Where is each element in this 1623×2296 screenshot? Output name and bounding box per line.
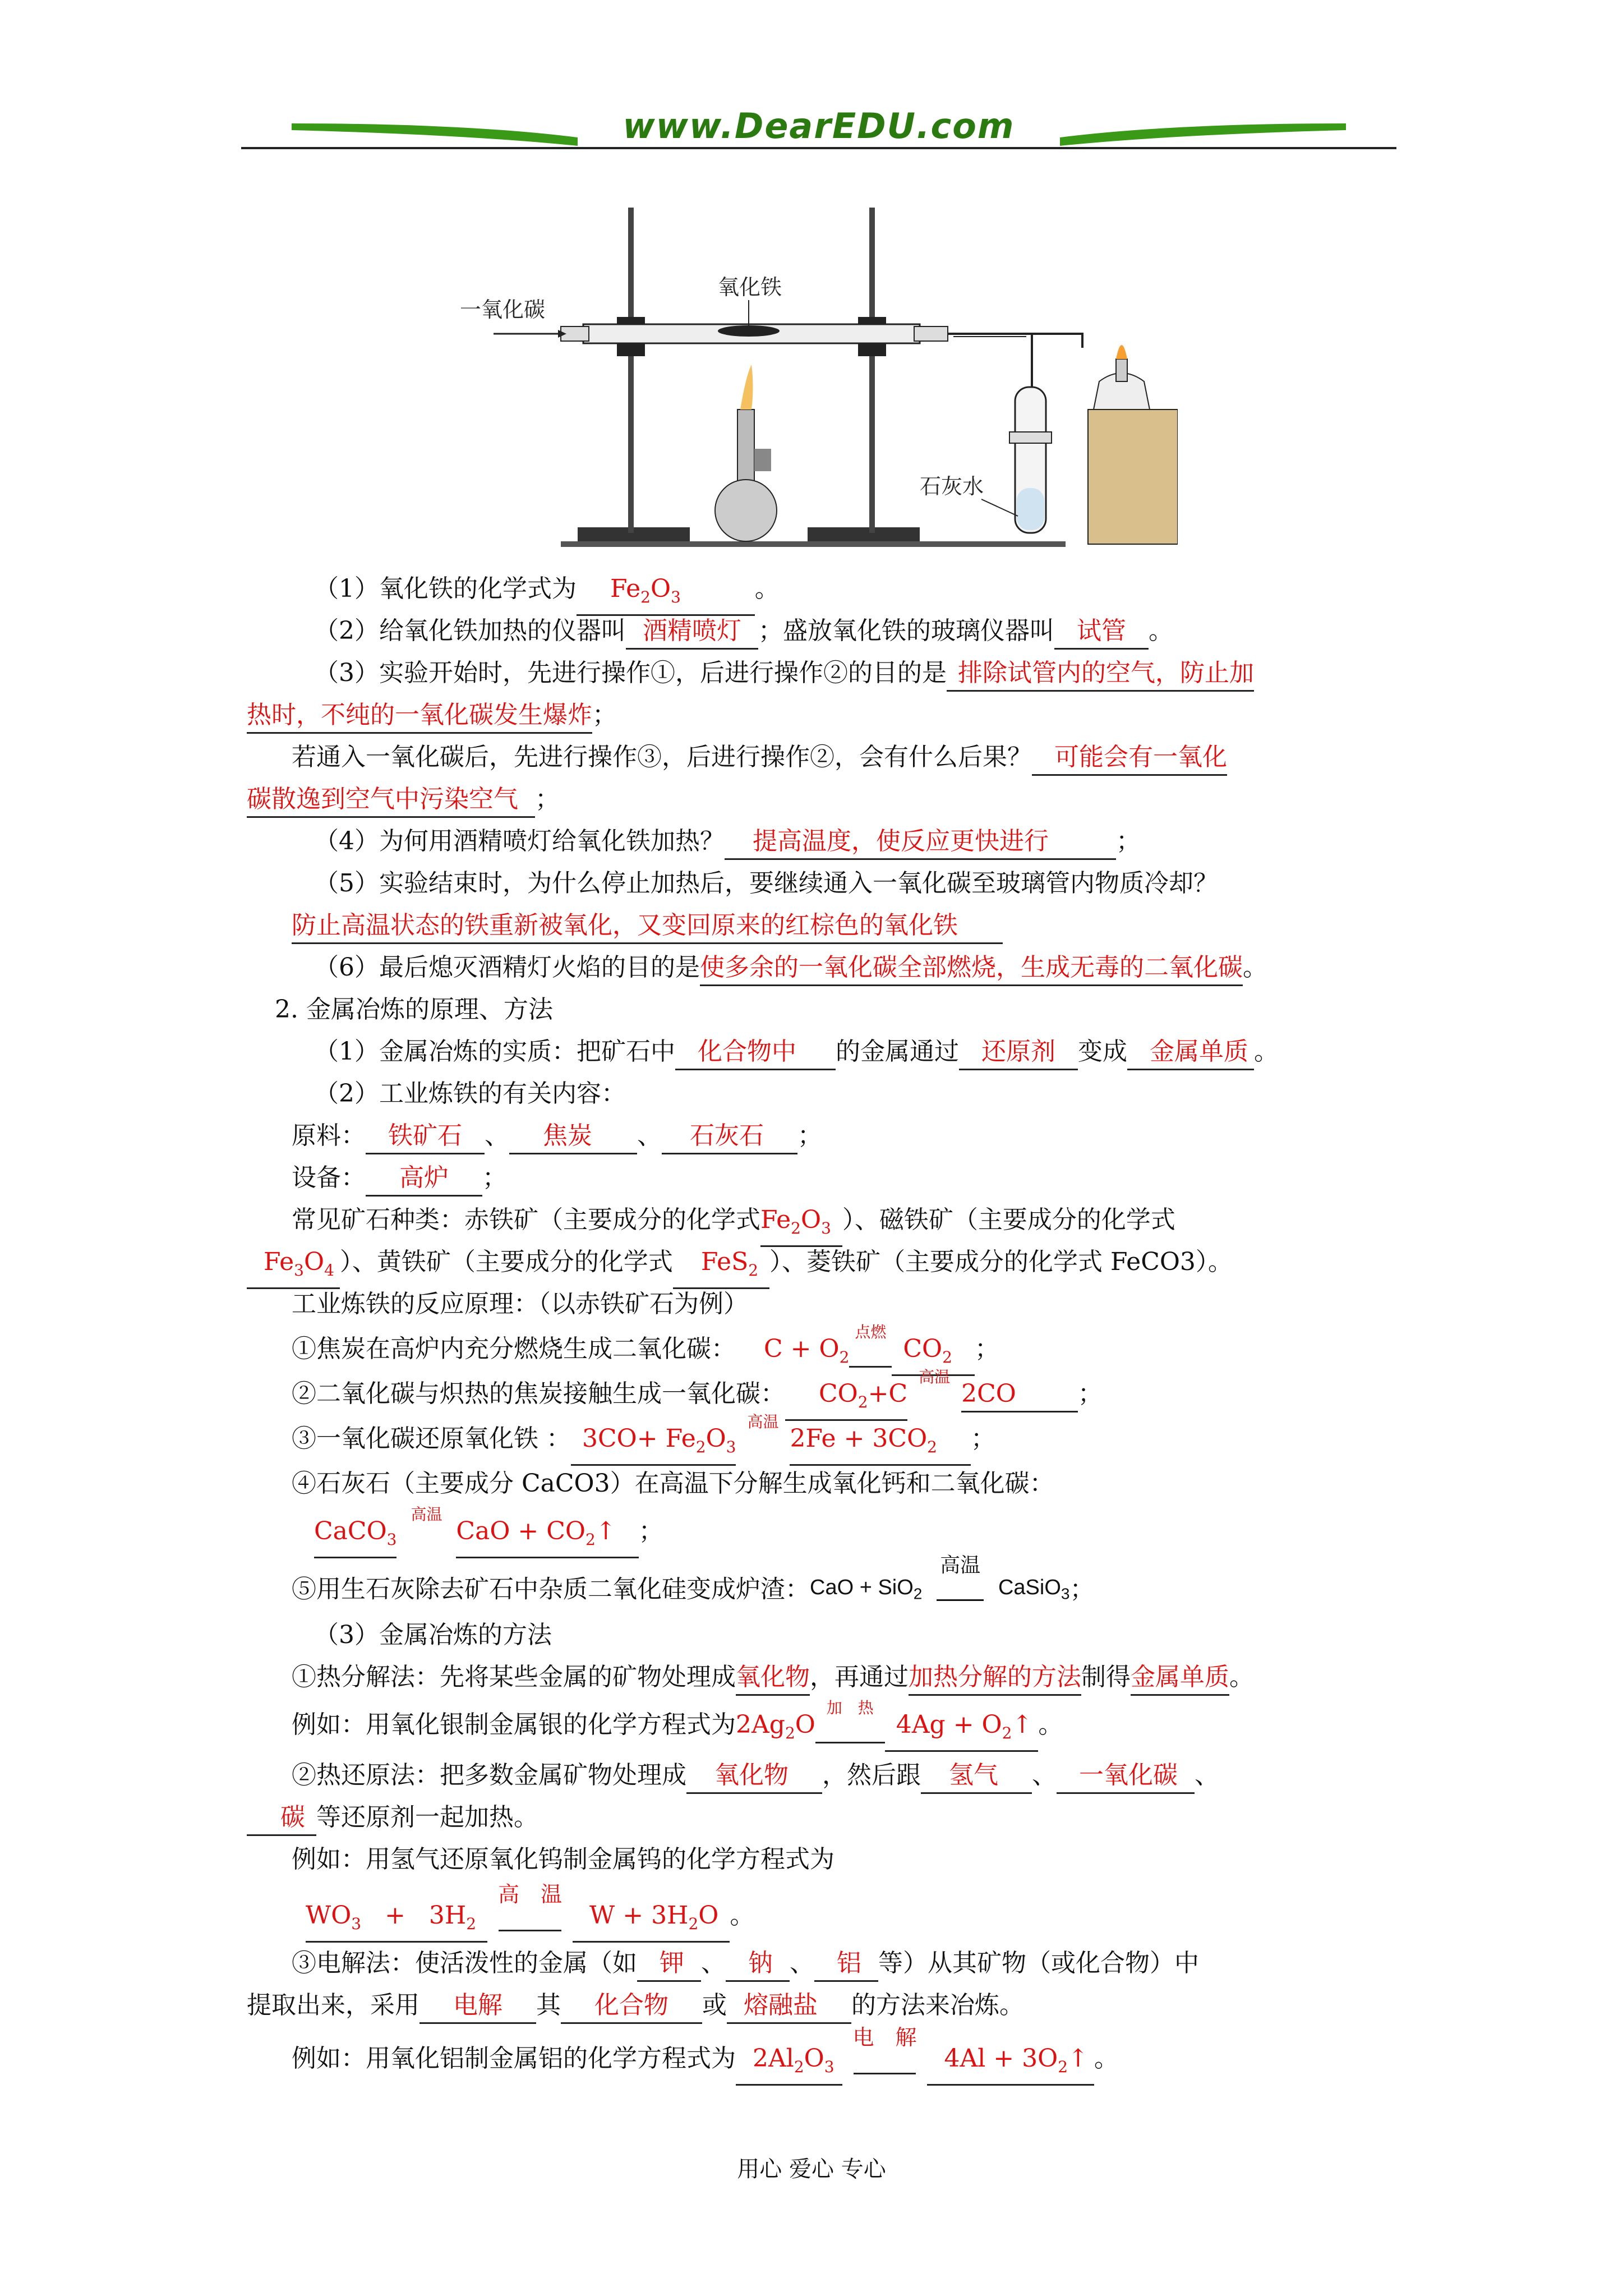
- q4-line: （4）为何用酒精喷灯给氧化铁加热？ 提高温度，使反应更快进行 ；: [314, 825, 1141, 860]
- equipment-line: 设备： 高炉 ；: [292, 1161, 507, 1197]
- q6-line: （6）最后熄灭酒精灯火焰的目的是使多余的一氧化碳全部燃烧，生成无毒的二氧化碳。: [314, 951, 1267, 986]
- method2-line2: 碳 等还原剂一起加热。: [247, 1801, 538, 1836]
- method3-line1: ③电解法：使活泼性的金属（如 钾 、 钠 、 铝 等）从其矿物（或化合物）中: [292, 1947, 1199, 1982]
- reaction3-line: ③一氧化碳还原氧化铁 ： $3CO+ Fe_2O_3$ 高温 $2Fe + 3CO_2$ ；: [292, 1422, 995, 1466]
- method2-line1: ②热还原法：把多数金属矿物处理成 氧化物 ，然后跟 氢气 、 一氧化碳 、: [292, 1759, 1219, 1794]
- q2-answer2: 试管: [1054, 614, 1149, 650]
- method1-example-line: 例如：用氧化银制金属银的化学方程式为$2Ag_2O$ 加 热 $4Ag + O_2↑$ 。: [292, 1708, 1063, 1752]
- p3-line: （3）金属冶炼的方法: [314, 1621, 552, 1649]
- fe2o3-label: 氧化铁: [718, 275, 782, 300]
- reaction4-line1: ④石灰石（主要成分 CaCO3）在高温下分解生成氧化钙和二氧化碳：: [292, 1469, 1054, 1498]
- page-footer: 用心 爱心 专心: [737, 2156, 886, 2182]
- section2-title: 2. 金属冶炼的原理、方法: [275, 995, 553, 1024]
- method2-example-line1: 例如：用氢气还原氧化钨制金属钨的化学方程式为: [292, 1845, 834, 1874]
- q5-line2: [292, 909, 1003, 944]
- q1-line: （1）氧化铁的化学式为 $Fe_2O_3$ 。: [314, 572, 780, 616]
- method1-line: ①热分解法：先将某些金属的矿物处理成氧化物，再通过加热分解的方法制得金属单质。: [292, 1660, 1254, 1696]
- method3-example-line: 例如：用氧化铝制金属铝的化学方程式为 $2Al_2O_3$ 电 解 $4Al + 3O_2↑$ 。: [292, 2042, 1119, 2086]
- q3-line2: 热时，不纯的一氧化碳发生爆炸；: [247, 698, 617, 734]
- q3b-answer1: 可能会有一氧化: [1032, 740, 1227, 776]
- reaction1-line: ①焦炭在高炉内充分燃烧生成二氧化碳： $C + O_2$ 点燃 $CO_2$ ；: [292, 1332, 999, 1376]
- q5-line1: （5）实验结束时，为什么停止加热后，要继续通入一氧化碳至玻璃管内物质冷却？: [314, 869, 1218, 898]
- reaction4-line2: CaCO$_3$ 高温 CaO + $CO_2↑$ ；: [314, 1515, 663, 1558]
- ores-line2: $Fe_3O_4$ ）、黄铁矿（主要成分的化学式 FeS$_2$ ）、菱铁矿（主要成分的化学式 FeCO3）。: [247, 1245, 1233, 1289]
- p1-line: （1）金属冶炼的实质：把矿石中 化合物中 的金属通过 还原剂 变成 金属单质 。: [314, 1035, 1279, 1070]
- q2-answer1: 酒精喷灯: [626, 614, 758, 650]
- reaction2-line: ②二氧化碳与炽热的焦炭接触生成一氧化碳： $CO_2+C$ 高温 2CO ；: [292, 1377, 1103, 1421]
- method2-example-line2: $WO_3 + 3H_2$ 高 温 $W + 3H_2O$ 。: [306, 1899, 754, 1943]
- co-label: 一氧化碳: [460, 297, 546, 322]
- q3b-answer2: 碳散逸到空气中污染空气: [247, 783, 535, 818]
- q5-answer: 防止高温状态的铁重新被氧化，又变回原来的红棕色的氧化铁: [292, 909, 1003, 944]
- raw-materials-line: 原料： 铁矿石 、 焦炭 、 石灰石 ；: [292, 1119, 822, 1154]
- q4-answer: 提高温度，使反应更快进行: [725, 825, 1116, 860]
- header-rule: [241, 147, 1396, 149]
- q2-line: （2）给氧化铁加热的仪器叫 酒精喷灯 ；盛放氧化铁的玻璃仪器叫 试管 。: [314, 614, 1173, 650]
- q3b-line1: 若通入一氧化碳后，先进行操作③，后进行操作②，会有什么后果？ 可能会有一氧化: [292, 740, 1227, 776]
- q3-line1: （3）实验开始时，先进行操作①，后进行操作②的目的是 排除试管内的空气，防止加: [314, 656, 1254, 692]
- ores-line1: 常见矿石种类：赤铁矿（主要成分的化学式$Fe_2O_3$ ）、磁铁矿（主要成分的化学式: [292, 1203, 1175, 1247]
- q3b-line2: 碳散逸到空气中污染空气 ；: [247, 783, 560, 818]
- principle-line: 工业炼铁的反应原理：（以赤铁矿石为例）: [292, 1290, 748, 1318]
- q3-answer2: 热时，不纯的一氧化碳发生爆炸: [247, 698, 592, 734]
- q3-answer1: 排除试管内的空气，防止加: [947, 656, 1254, 692]
- site-brand: www.DearEDU.com: [623, 105, 1015, 146]
- q6-answer: 使多余的一氧化碳全部燃烧，生成无毒的二氧化碳: [700, 951, 1243, 986]
- experiment-apparatus-figure: [449, 196, 1178, 555]
- reaction5-line: ⑤用生石灰除去矿石中杂质二氧化硅变成炉渣：CaO + SiO$_2$ 高温 CaSiO$_3$；: [292, 1553, 1095, 1604]
- lime-label: 石灰水: [920, 474, 984, 499]
- method3-line2: 提取出来，采用 电解 其 化合物 或 熔融盐 的方法来冶炼。: [247, 1989, 1024, 2024]
- p2-line: （2）工业炼铁的有关内容：: [314, 1079, 626, 1108]
